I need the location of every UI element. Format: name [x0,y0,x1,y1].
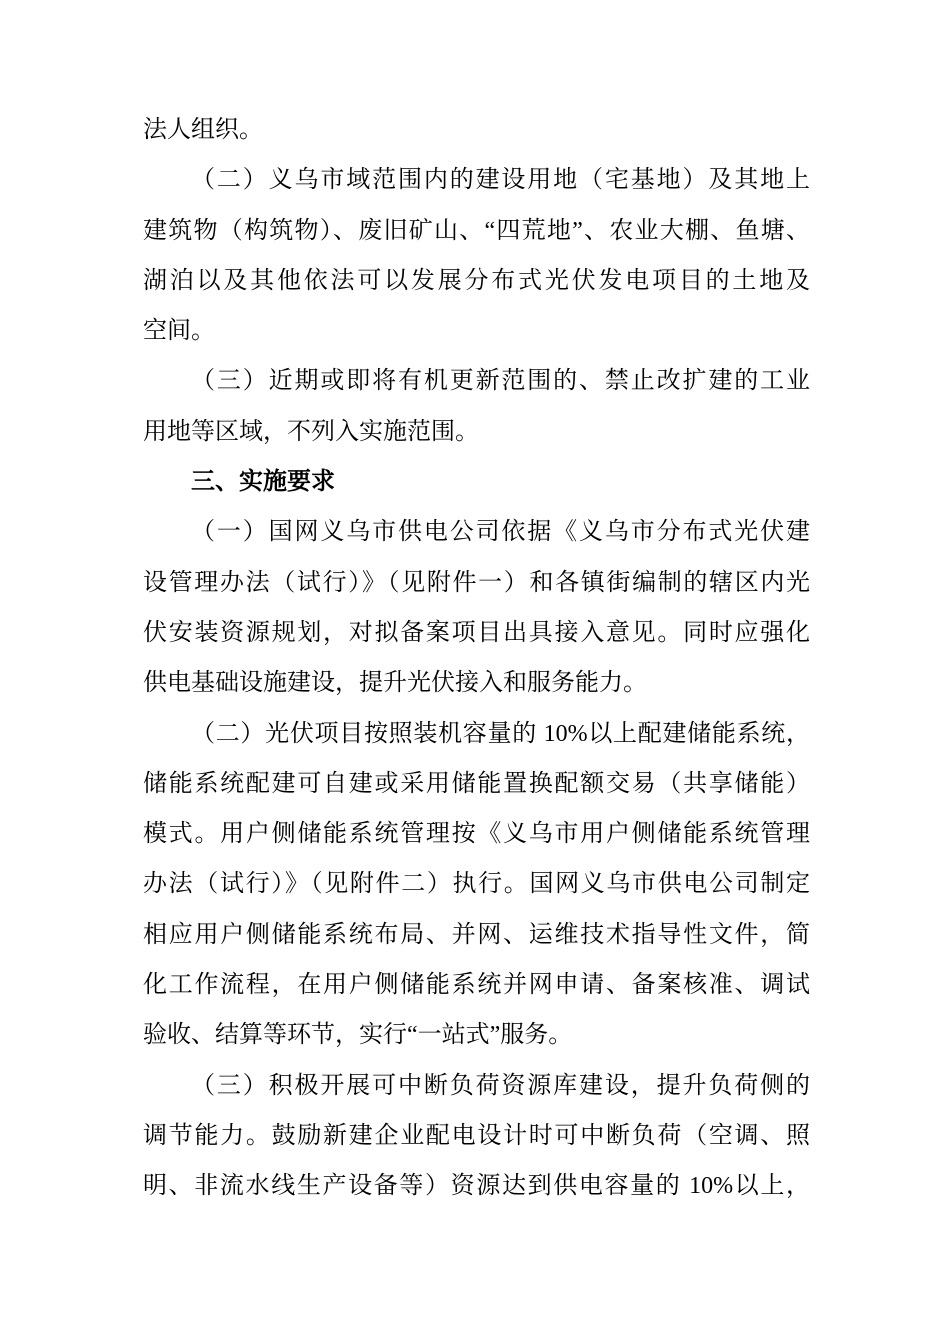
text-line: 伏安装资源规划，对拟备案项目出具接入意见。同时应强化 [143,619,810,646]
text-line: 化工作流程，在用户侧储能系统并网申请、备案核准、调试 [143,972,810,999]
text-line: 储能系统配建可自建或采用储能置换配额交易（共享储能） [143,770,810,797]
text-line: 供电基础设施建设，提升光伏接入和服务能力。 [143,670,647,697]
text-line: 建筑物（构筑物）、废旧矿山、“四荒地”、农业大棚、鱼塘、 [143,217,810,244]
text-line: 模式。用户侧储能系统管理按《义乌市用户侧储能系统管理 [143,821,810,848]
text-line: 设管理办法（试行）》（见附件一）和各镇街编制的辖区内光 [143,569,810,596]
text-line: （三）近期或即将有机更新范围的、禁止改扩建的工业 [191,368,810,395]
text-line: 法人组织。 [143,117,263,143]
text-line: （三）积极开展可中断负荷资源库建设，提升负荷侧的 [191,1072,810,1099]
text-line: 明、非流水线生产设备等）资源达到供电容量的 10%以上， [143,1173,810,1200]
text-line: 空间。 [143,318,215,345]
text-line: 湖泊以及其他依法可以发展分布式光伏发电项目的土地及 [143,267,810,294]
text-line: （二）义乌市域范围内的建设用地（宅基地）及其地上 [191,167,810,194]
text-line: 验收、结算等环节，实行“一站式”服务。 [143,1022,573,1049]
text-line: 相应用户侧储能系统布局、并网、运维技术指导性文件，简 [143,921,810,948]
text-line: 办法（试行）》（见附件二）执行。国网义乌市供电公司制定 [143,871,810,898]
section-heading: 三、实施要求 [191,468,335,496]
text-line: 用地等区域，不列入实施范围。 [143,418,479,445]
document-text-block [143,105,810,1212]
text-line: （二）光伏项目按照装机容量的 10%以上配建储能系统， [191,720,810,747]
text-line: 调节能力。鼓励新建企业配电设计时可中断负荷（空调、照 [143,1122,810,1149]
text-line: （一）国网义乌市供电公司依据《义乌市分布式光伏建 [191,519,810,546]
